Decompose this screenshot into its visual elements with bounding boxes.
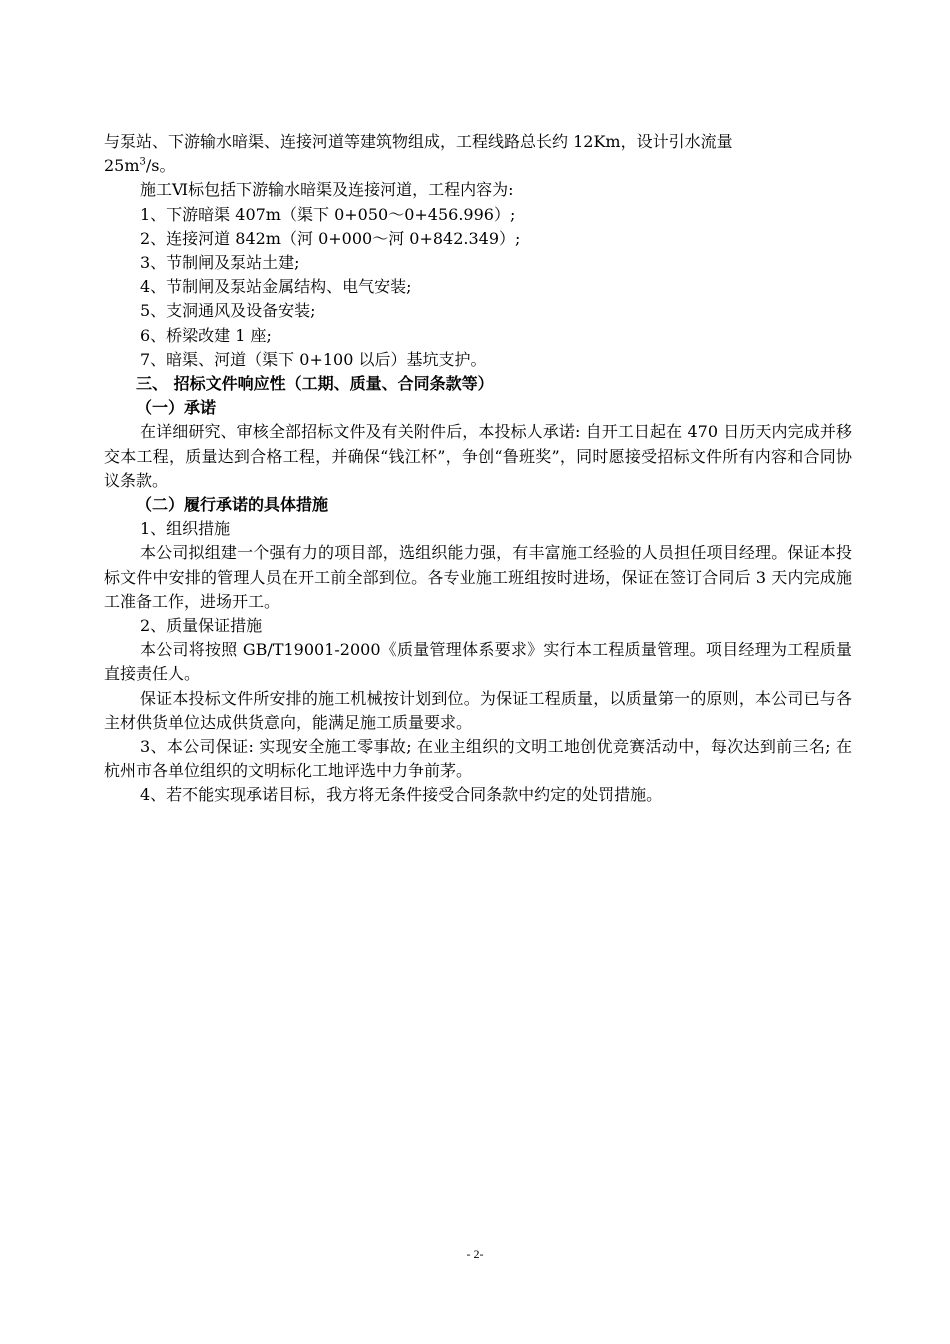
measure-2-paragraph-a: 本公司将按照 GB/T19001-2000《质量管理体系要求》实行本工程质量管理。项目经理为工程质量直接责任人。 (104, 640, 852, 684)
page-number: - 2- (466, 1247, 484, 1261)
scope-item: 4、节制闸及泵站金属结构、电气安装; (140, 277, 412, 297)
scope-item: 7、暗渠、河道（渠下 0+100 以后）基坑支护。 (140, 349, 487, 369)
document-body (104, 130, 852, 808)
scope-item: 5、支洞通风及设备安装; (140, 301, 316, 321)
intro-paragraph-line1: 与泵站、下游输水暗渠、连接河道等建筑物组成，工程线路总长约 12Km，设计引水流量 (104, 132, 733, 151)
subsection-commitment-heading: （一）承诺 (136, 398, 217, 418)
intro-paragraph-line2 (104, 154, 852, 178)
scope-item: 1、下游暗渠 407m（渠下 0+050～0+456.996）; (140, 204, 516, 224)
commitment-paragraph: 在详细研究、审核全部招标文件及有关附件后，本投标人承诺: 自开工日起在 470 日历天内完成并移交本工程，质量达到合格工程，并确保“钱江杯”，争创“鲁班奖”，同时愿接受招标文件所有内容和合同协议条款。 (104, 422, 852, 490)
section-3-heading: 三、 招标文件响应性（工期、质量、合同条款等） (136, 374, 494, 394)
flow-superscript: 3 (139, 156, 146, 168)
scope-intro: 施工Ⅵ标包括下游输水暗渠及连接河道，工程内容为: (140, 180, 514, 200)
measure-2-paragraph-b: 保证本投标文件所安排的施工机械按计划到位。为保证工程质量，以质量第一的原则，本公司已与各主材供货单位达成供货意向，能满足施工质量要求。 (104, 688, 852, 732)
measure-3-paragraph: 3、本公司保证: 实现安全施工零事故; 在业主组织的文明工地创优竞赛活动中，每次达到前三名; 在杭州市各单位组织的文明标化工地评选中力争前茅。 (104, 737, 852, 781)
measure-1-title: 1、组织措施 (140, 519, 231, 539)
flow-unit: /s。 (145, 156, 176, 176)
measure-1-paragraph: 本公司拟组建一个强有力的项目部，选组织能力强，有丰富施工经验的人员担任项目经理。保证本投标文件中安排的管理人员在开工前全部到位。各专业施工班组按时进场，保证在签订合同后 3 天内完成施工准备工作，进场开工。 (104, 543, 852, 611)
measure-2-title: 2、质量保证措施 (140, 616, 263, 636)
subsection-measures-heading: （二）履行承诺的具体措施 (136, 495, 329, 515)
scope-item: 2、连接河道 842m（河 0+000～河 0+842.349）; (140, 228, 521, 248)
scope-item: 3、节制闸及泵站土建; (140, 253, 300, 273)
measure-4-paragraph: 4、若不能实现承诺目标，我方将无条件接受合同条款中约定的处罚措施。 (140, 785, 663, 805)
flow-value: 25m (104, 156, 140, 176)
scope-item: 6、桥梁改建 1 座; (140, 325, 272, 345)
